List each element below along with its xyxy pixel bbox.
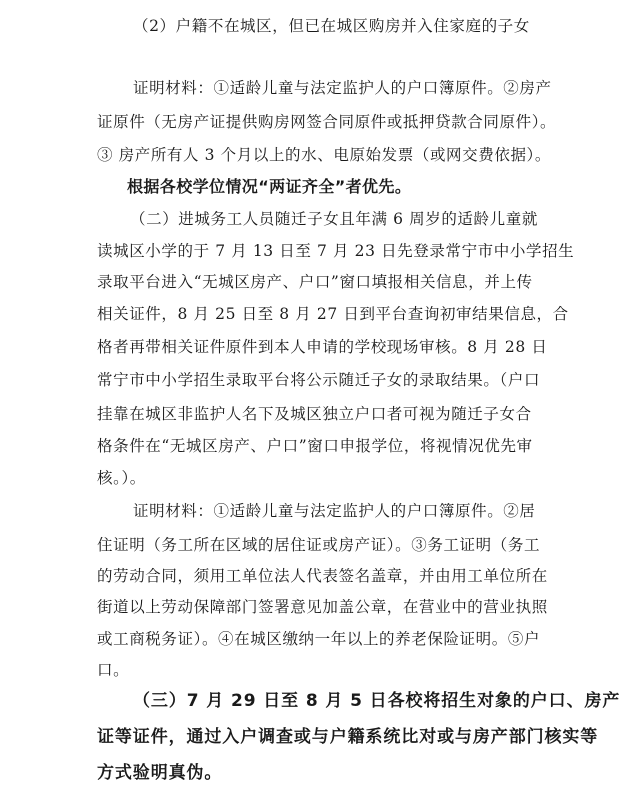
text-line: 证原件（无房产证提供购房网签合同原件或抵押贷款合同原件）。 — [97, 113, 557, 131]
text-line: 挂靠在城区非监护人名下及城区独立户口者可视为随迁子女合 — [97, 405, 532, 423]
text-line: 证明材料：①适龄儿童与法定监护人的户口簿原件。②房产 — [133, 79, 552, 97]
text-line-bold: 方式验明真伪。 — [97, 763, 223, 783]
text-line-bold: 证等证件，通过入户调查或与户籍系统比对或与房产部门核实等 — [97, 727, 599, 747]
text-line: 录取平台进入“无城区房产、户口”窗口填报相关信息，并上传 — [97, 273, 533, 291]
text-line: ③ 房产所有人 3 个月以上的水、电原始发票（或网交费依据）。 — [97, 146, 551, 164]
text-line: 核。）。 — [97, 469, 146, 487]
text-line: 或工商税务证）。④在城区缴纳一年以上的养老保险证明。⑤户 — [97, 630, 541, 648]
text-line: 格者再带相关证件原件到本人申请的学校现场审核。8 月 28 日 — [97, 338, 548, 356]
text-line: 街道以上劳动保障部门签署意见加盖公章，在营业中的营业执照 — [97, 598, 548, 616]
text-line: 口。 — [97, 661, 130, 679]
text-line: 相关证件，8 月 25 日至 8 月 27 日到平台查询初审结果信息，合 — [97, 305, 569, 323]
text-line-bold: 根据各校学位情况“两证齐全”者优先。 — [127, 177, 412, 196]
text-line: 格条件在“无城区房产、户口”窗口申报学位，将视情况优先审 — [97, 437, 533, 455]
text-line: 住证明（务工所在区域的居住证或房产证）。③务工证明（务工 — [97, 536, 541, 554]
text-line: （二）进城务工人员随迁子女且年满 6 周岁的适龄儿童就 — [130, 210, 538, 228]
text-line: 读城区小学的于 7 月 13 日至 7 月 23 日先登录常宁市中小学招生 — [97, 242, 575, 260]
text-line: 的劳动合同，须用工单位法人代表签名盖章，并由用工单位所在 — [97, 567, 548, 585]
text-line: 证明材料：①适龄儿童与法定监护人的户口簿原件。②居 — [133, 502, 536, 520]
text-line: （2）户籍不在城区，但已在城区购房并入住家庭的子女 — [133, 17, 530, 35]
text-line: 常宁市中小学招生录取平台将公示随迁子女的录取结果。（户口 — [97, 371, 541, 389]
text-line-bold: （三）7 月 29 日至 8 月 5 日各校将招生对象的户口、房产 — [133, 691, 621, 711]
